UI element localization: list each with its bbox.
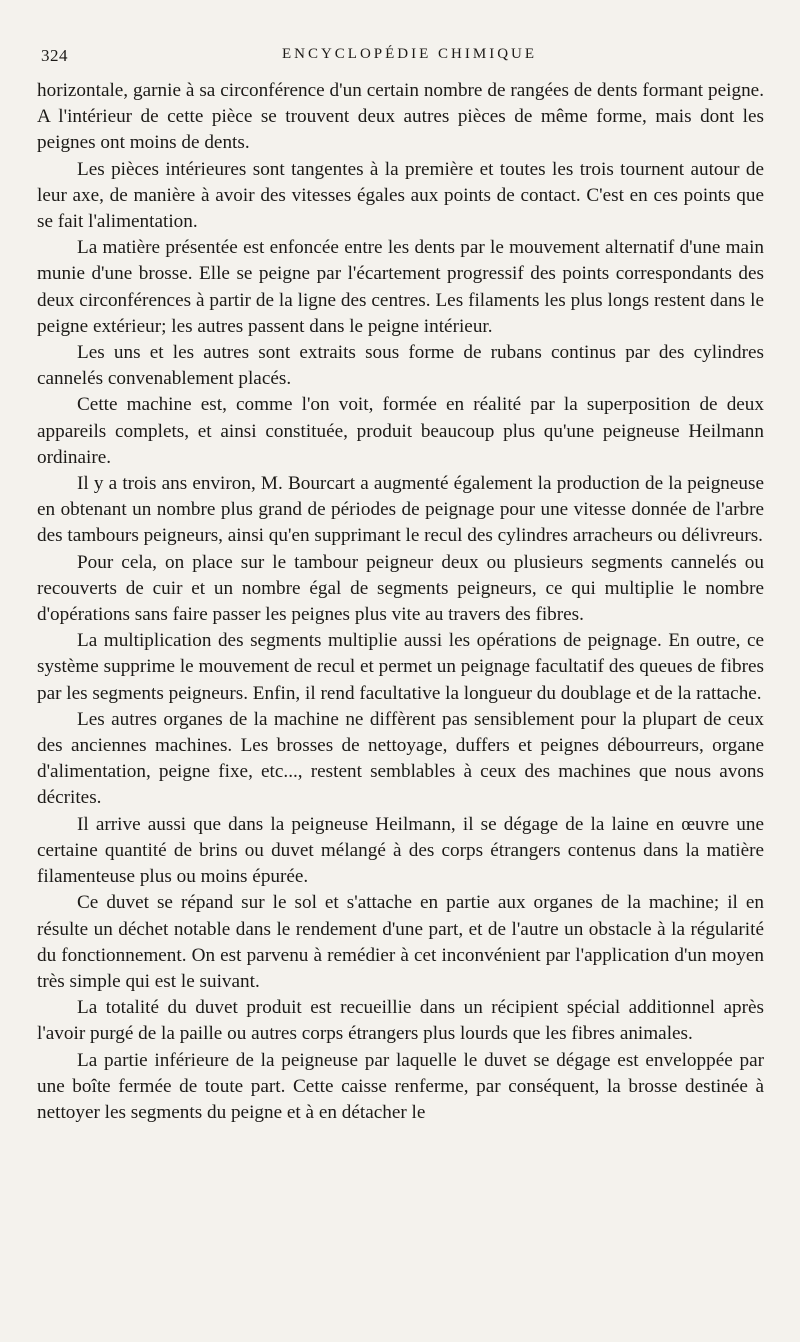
page-number: 324 <box>41 46 68 65</box>
paragraph: La totalité du duvet produit est recueillie dans un récipient spécial additionnel après l'avoir purgé de la paille ou autres corps étrangers plus lourds que les fibres animales. <box>37 997 764 1045</box>
running-head <box>37 36 764 64</box>
paragraph: La matière présentée est enfoncée entre les dents par le mouvement alternatif d'une main munie d'une brosse. Elle se peigne par l'écartement progressif des points correspondants des deux circonférences à partir de la ligne des centres. Les filaments les plus longs restent dans le peigne extérieur; les autres passent dans le peigne intérieur. <box>37 237 764 337</box>
paragraph: Il y a trois ans environ, M. Bourcart a augmenté également la production de la peigneuse en obtenant un nombre plus grand de périodes de peignage pour une vitesse donnée de l'arbre des tambours peigneurs, ainsi qu'en supprimant le recul des cylindres arracheurs ou délivreurs. <box>37 473 764 547</box>
paragraph: Cette machine est, comme l'on voit, formée en réalité par la superposition de deux appareils complets, et ainsi constituée, produit beaucoup plus qu'une peigneuse Heilmann ordinaire. <box>37 394 764 468</box>
paragraph: Les pièces intérieures sont tangentes à la première et toutes les trois tournent autour de leur axe, de manière à avoir des vitesses égales aux points de contact. C'est en ces points que se fait l'alimentation. <box>37 158 764 233</box>
paragraph: Il arrive aussi que dans la peigneuse Heilmann, il se dégage de la laine en œuvre une certaine quantité de brins ou duvet mélangé à des corps étrangers contenus dans la matière filamenteuse plus ou moins épurée. <box>37 813 764 888</box>
paragraph: Les autres organes de la machine ne diffèrent pas sensiblement pour la plupart de ceux des anciennes machines. Les brosses de nettoyage, duffers et peignes débourreurs, organe d'alimentation, peigne fixe, etc..., restent semblables à ceux des machines que nous avons décrites. <box>37 708 764 809</box>
running-title: ENCYCLOPÉDIE CHIMIQUE <box>281 46 538 62</box>
paragraph-continuation: horizontale, garnie à sa circonférence d'un certain nombre de rangées de dents formant peigne. A l'intérieur de cette pièce se trouvent deux autres pièces de même forme, mais dont les peignes ont moins de dents. <box>37 80 764 154</box>
paragraph: Pour cela, on place sur le tambour peigneur deux ou plusieurs segments cannelés ou recouverts de cuir et un nombre égal de segments peigneurs, ce qui multiplie le nombre d'opérations sans faire passer les peignes plus vite au travers des fibres. <box>37 551 764 626</box>
paragraph: La partie inférieure de la peigneuse par laquelle le duvet se dégage est enveloppée par une boîte fermée de toute part. Cette caisse renferme, par conséquent, la brosse destinée à nettoyer les segments du peigne et à en détacher le <box>37 1049 764 1123</box>
body-text <box>37 78 764 1126</box>
paragraph: Les uns et les autres sont extraits sous forme de rubans continus par des cylindres cannelés convenablement placés. <box>37 342 764 390</box>
paragraph: Ce duvet se répand sur le sol et s'attache en partie aux organes de la machine; il en résulte un déchet notable dans le rendement d'une part, et de l'autre un obstacle à la régularité du fonctionnement. On est parvenu à remédier à cet inconvénient par l'application d'un moyen très simple qui est le suivant. <box>37 892 764 992</box>
paragraph: La multiplication des segments multiplie aussi les opérations de peignage. En outre, ce système supprime le mouvement de recul et permet un peignage facultatif des queues de fibres par les segments peigneurs. Enfin, il rend facultative la longueur du doublage et de la rattache. <box>37 630 764 704</box>
